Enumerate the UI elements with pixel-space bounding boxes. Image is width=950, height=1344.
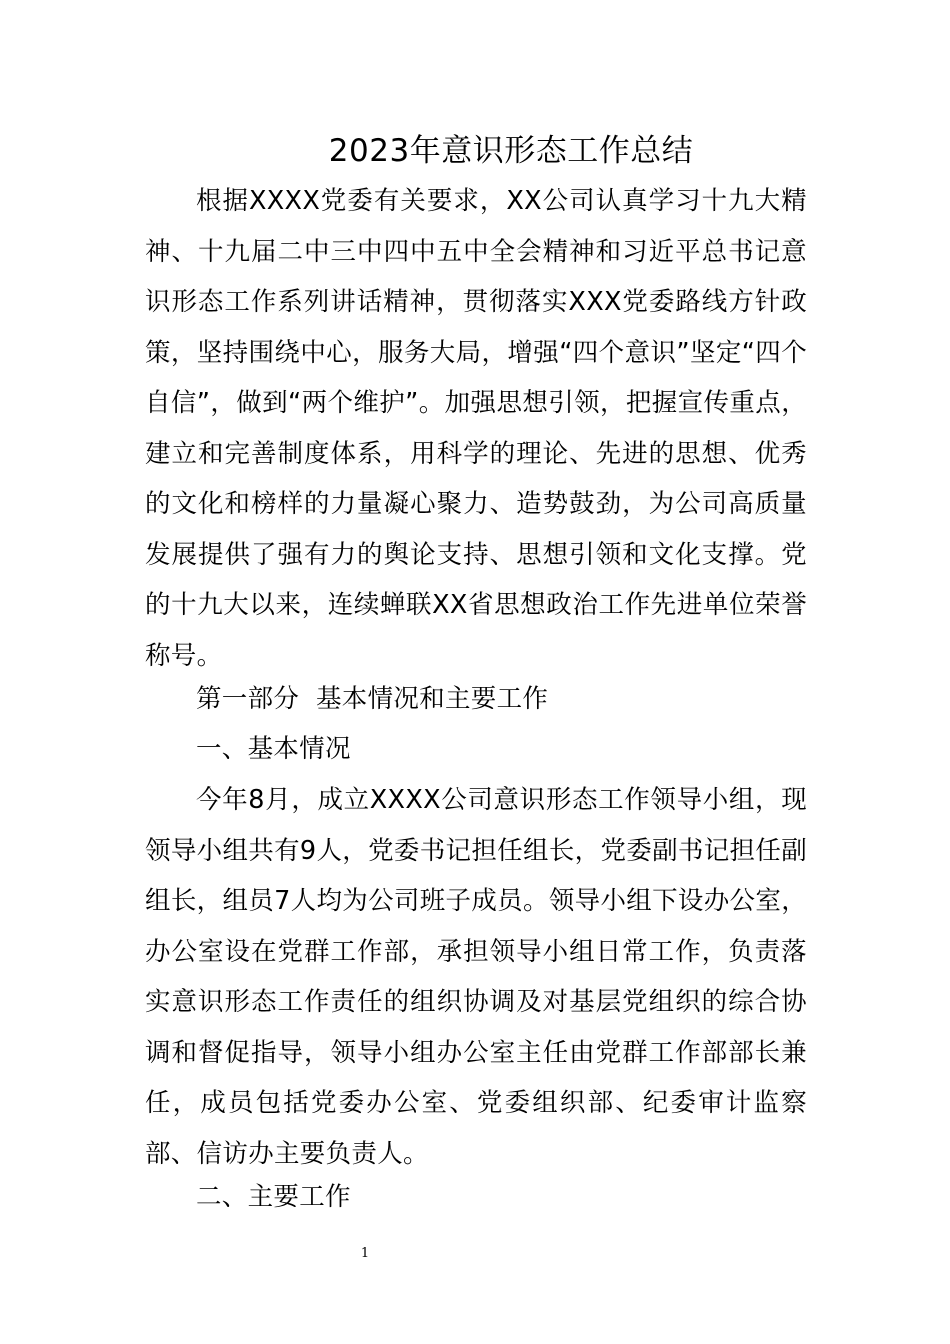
section-one-heading: 一、基本情况 [196,734,351,764]
section-two-heading: 二、主要工作 [196,1182,351,1212]
document-title: 2023年意识形态工作总结 [328,133,694,169]
page-number: 1 [360,1246,370,1261]
intro-paragraph: 根据XXXX党委有关要求，XX公司认真学习十九大精神、十九届二中三中四中五中全会精神和习近平总书记意识形态工作系列讲话精神，贯彻落实XXX党委路线方针政策，坚持围绕中心，服务大局，增强“四个意识”坚定“四个自信”，做到“两个维护”。加强思想引领，把握宣传重点，建立和完善制度体系，用科学的理论、先进的思想、优秀的文化和榜样的力量凝心聚力、造势鼓劲，为公司高质量发展提供了强有力的舆论支持、思想引领和文化支撑。党的十九大以来，连续蝉联XX省思想政治工作先进单位荣誉称号。 [145,186,807,671]
part-one-heading: 第一部分 基本情况和主要工作 [196,684,549,714]
basic-situation-paragraph: 今年8月，成立XXXX公司意识形态工作领导小组，现领导小组共有9人，党委书记担任组长，党委副书记担任副组长，组员7人均为公司班子成员。领导小组下设办公室，办公室设在党群工作部，承担领导小组日常工作，负责落实意识形态工作责任的组织协调及对基层党组织的综合协调和督促指导，领导小组办公室主任由党群工作部部长兼任，成员包括党委办公室、党委组织部、纪委审计监察部、信访办主要负责人。 [145,785,807,1169]
